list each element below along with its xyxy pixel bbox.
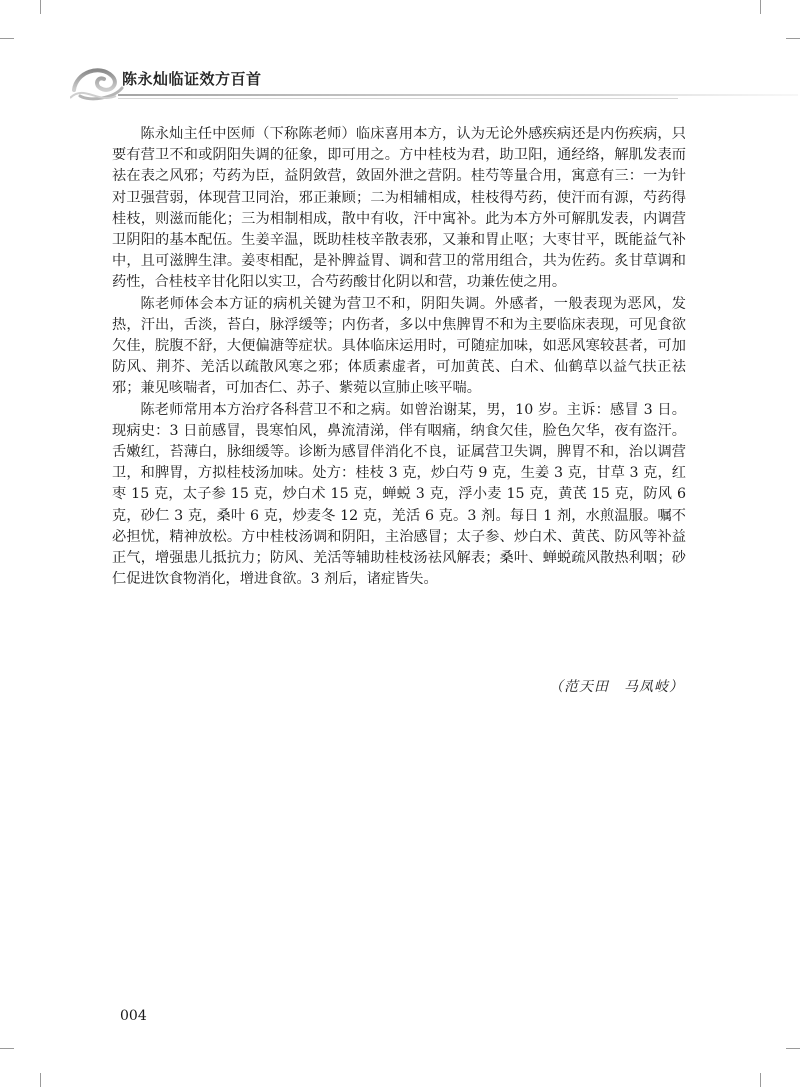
- page-number: 004: [120, 1008, 147, 1024]
- crop-mark-bottom-right: [760, 1073, 761, 1087]
- crop-mark-top-right: [760, 0, 761, 14]
- crop-mark-bottom-left-h: [0, 1048, 14, 1049]
- crop-mark-top-right-h: [786, 38, 800, 39]
- main-content: [112, 124, 686, 590]
- running-title: 陈永灿临证效方百首: [122, 70, 262, 88]
- paragraph-1: 陈永灿主任中医师（下称陈老师）临床喜用本方，认为无论外感疾病还是内伤疾病，只要有营卫不和或阴阳失调的征象，即可用之。方中桂枝为君，助卫阳，通经络，解肌发表而祛在表之风邪；芍药为臣，益阴敛营，敛固外泄之营阴。桂芍等量合用，寓意有三：一为针对卫强营弱，体现营卫同治，邪正兼顾；二为相辅相成，桂枝得芍药，使汗而有源，芍药得桂枝，则滋而能化；三为相制相成，散中有收，汗中寓补。此为本方外可解肌发表，内调营卫阴阳的基本配伍。生姜辛温，既助桂枝辛散表邪，又兼和胃止呕；大枣甘平，既能益气补中，且可滋脾生津。姜枣相配，是补脾益胃、调和营卫的常用组合，共为佐药。炙甘草调和药性，合桂枝辛甘化阳以实卫，合芍药酸甘化阴以和营，功兼佐使之用。: [112, 126, 686, 291]
- crop-mark-bottom-right-h: [786, 1048, 800, 1049]
- author-signature: （范天田 马凤岐）: [549, 679, 684, 695]
- paragraph-2: 陈老师体会本方证的病机关键为营卫不和，阴阳失调。外感者，一般表现为恶风，发热，汗出，舌淡，苔白，脉浮缓等；内伤者，多以中焦脾胃不和为主要临床表现，可见食欲欠佳，脘腹不舒，大便偏溏等症状。具体临床运用时，可随症加味，如恶风寒较甚者，可加防风、荆芥、羌活以疏散风寒之邪；体质素虚者，可加黄芪、白术、仙鹤草以益气扶正祛邪；兼见咳喘者，可加杏仁、苏子、紫菀以宣肺止咳平喘。: [112, 295, 686, 397]
- running-header: [70, 54, 800, 106]
- crop-mark-top-left-h: [0, 38, 14, 39]
- crop-mark-top-left: [40, 0, 41, 14]
- crop-mark-bottom-left: [40, 1073, 41, 1087]
- paragraph-3: 陈老师常用本方治疗各科营卫不和之病。如曾治谢某，男，10 岁。主诉：感冒 3 日。现病史：3 日前感冒，畏寒怕风，鼻流清涕，伴有咽痛，纳食欠佳，脸色欠华，夜有盗汗。舌嫩红，苔薄白，脉细缓等。诊断为感冒伴消化不良，证属营卫失调，脾胃不和，治以调营卫，和脾胃，方拟桂枝汤加味。处方：桂枝 3 克，炒白芍 9 克，生姜 3 克，甘草 3 克，红枣 15 克，太子参 15 克，炒白术 15 克，蝉蜕 3 克，浮小麦 15 克，黄芪 15 克，防风 6 克，砂仁 3 克，桑叶 6 克，炒麦冬 12 克，羌活 6 克。3 剂。每日 1 剂，水煎温服。嘱不必担忧，精神放松。方中桂枝汤调和阴阳，主治感冒；太子参、炒白术、黄芪、防风等补益正气，增强患儿抵抗力；防风、羌活等辅助桂枝汤祛风解表；桑叶、蝉蜕疏风散热利咽；砂仁促进饮食物消化，增进食欲。3 剂后，诸症皆失。: [112, 401, 686, 588]
